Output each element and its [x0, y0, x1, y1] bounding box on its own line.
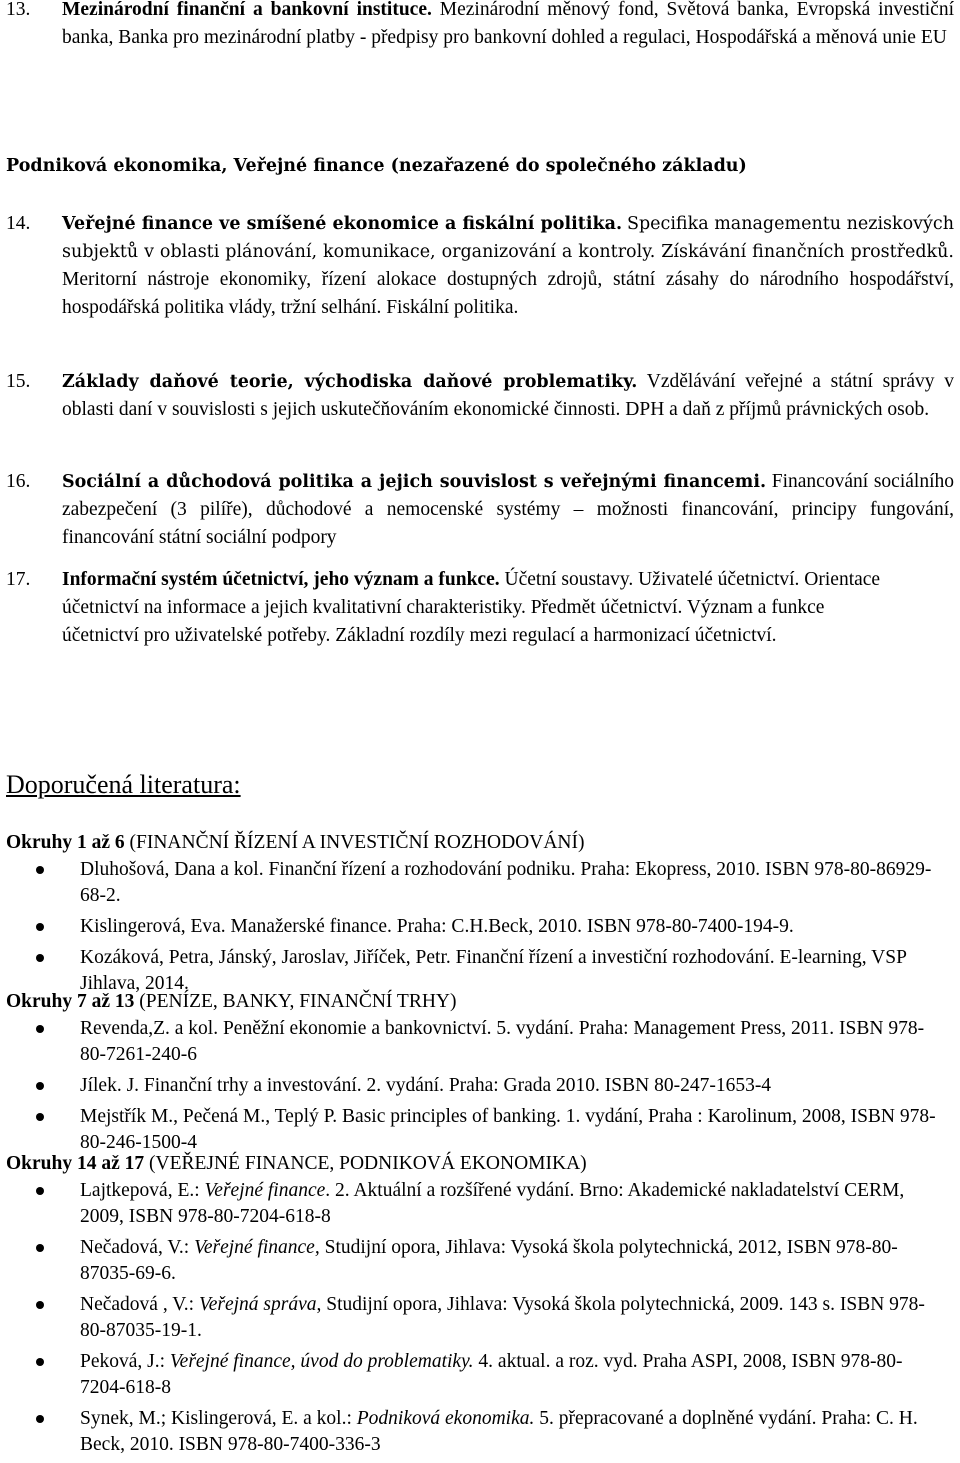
topic-title: Veřejné finance ve smíšené ekonomice a fiskální politika.: [62, 214, 623, 234]
topic-title: Mezinárodní finanční a bankovní instituce.: [62, 0, 432, 20]
topic-body: [62, 0, 954, 52]
group-topic: (VEŘEJNÉ FINANCE, PODNIKOVÁ EKONOMIKA): [149, 1153, 587, 1174]
topic-title: Základy daňové teorie, východiska daňové problematiky.: [62, 372, 638, 392]
bullet-icon: [36, 1358, 44, 1366]
literature-title: Doporučená literatura:: [6, 770, 241, 799]
topic-text: Vzdělávání veřejné a státní správy v oblasti daní v souvislosti s jejich uskutečňováním ekonomické činnosti. DPH a daň z příjmů právnických osob.: [62, 371, 954, 420]
topic-14: [6, 210, 954, 322]
literature-list: [0, 857, 940, 1002]
topic-text: Účetní soustavy. Uživatelé účetnictví. Orientace účetnictví na informace a jejich kvalitativní charakteristiky. Předmět účetnictví. Význam a funkce účetnictví pro uživatelské potřeby. Základní rozdíly mezi regulací a harmonizací účetnictví.: [62, 569, 881, 646]
topic-text-a: Specifika managementu neziskových subjektů v oblasti plánování, komunikace, organizování a kontroly. Získávání finančních prostředků.: [62, 214, 955, 262]
topic-number: 15.: [6, 371, 31, 392]
bullet-icon: [36, 954, 44, 962]
group-topic: (FINANČNÍ ŘÍZENÍ A INVESTIČNÍ ROZHODOVÁNÍ): [129, 832, 585, 853]
topic-number: 14.: [6, 213, 31, 234]
topic-text: Mezinárodní měnový fond, Světová banka, Evropská investiční banka, Banka pro mezinárodní platby - předpisy pro bankovní dohled a regulaci, Hospodářská a měnová unie EU: [62, 0, 954, 48]
literature-group-heading: [6, 988, 457, 1016]
group-label: Okruhy 7 až 13: [6, 991, 135, 1012]
bullet-icon: [36, 1113, 44, 1121]
literature-group-heading: [6, 829, 584, 857]
topic-number: 16.: [6, 471, 31, 492]
topic-number: 13.: [6, 0, 31, 20]
literature-item: Nečadová , V.: Veřejná správa, Studijní opora, Jihlava: Vysoká škola polytechnická, 2009. 143 s. ISBN 978-80-87035-19-1.: [0, 1292, 940, 1344]
topic-13: [6, 0, 954, 52]
literature-item: Lajtkepová, E.: Veřejné finance. 2. Aktuální a rozšířené vydání. Brno: Akademické nakladatelství CERM, 2009, ISBN 978-80-7204-618-8: [0, 1178, 940, 1230]
literature-item: Peková, J.: Veřejné finance, úvod do problematiky. 4. aktual. a roz. vyd. Praha ASPI, 2008, ISBN 978-80-7204-618-8: [0, 1349, 940, 1401]
bullet-icon: [36, 866, 44, 874]
topic-16: [6, 468, 954, 552]
topic-body: [62, 210, 954, 322]
bullet-icon: [36, 1025, 44, 1033]
group-topic: (PENÍZE, BANKY, FINANČNÍ TRHY): [139, 991, 457, 1012]
literature-item: Mejstřík M., Pečená M., Teplý P. Basic principles of banking. 1. vydání, Praha : Karolinum, 2008, ISBN 978-80-246-1500-4: [0, 1104, 940, 1156]
topic-body: [62, 566, 894, 650]
topic-body: [62, 468, 954, 552]
topic-17: [6, 566, 954, 650]
literature-group-heading: [6, 1150, 587, 1178]
bullet-icon: [36, 1244, 44, 1252]
topic-title: Informační systém účetnictví, jeho význam a funkce.: [62, 569, 500, 590]
literature-item: Kozáková, Petra, Jánský, Jaroslav, Jiříček, Petr. Finanční řízení a investiční rozhodování. E-learning, VSP Jihlava, 2014.: [0, 945, 940, 997]
literature-item: Jílek. J. Finanční trhy a investování. 2. vydání. Praha: Grada 2010. ISBN 80-247-1653-4: [0, 1073, 940, 1099]
topic-15: [6, 368, 954, 424]
topic-text: Financování sociálního zabezpečení (3 pilíře), důchodové a nemocenské systémy – možnosti financování, principy fungování, financování státní sociální podpory: [62, 471, 954, 548]
bullet-icon: [36, 923, 44, 931]
literature-item: Revenda,Z. a kol. Peněžní ekonomie a bankovnictví. 5. vydání. Praha: Management Press, 2011. ISBN 978-80-7261-240-6: [0, 1016, 940, 1068]
bullet-icon: [36, 1301, 44, 1309]
group-label: Okruhy 1 až 6: [6, 832, 125, 853]
literature-list: [0, 1016, 940, 1161]
literature-list: [0, 1178, 940, 1463]
topic-number: 17.: [6, 569, 31, 590]
bullet-icon: [36, 1415, 44, 1423]
topic-title: Sociální a důchodová politika a jejich souvislost s veřejnými financemi.: [62, 472, 767, 492]
literature-item: Nečadová, V.: Veřejné finance, Studijní opora, Jihlava: Vysoká škola polytechnická, 2012, ISBN 978-80-87035-69-6.: [0, 1235, 940, 1287]
topic-body: [62, 368, 954, 424]
group-label: Okruhy 14 až 17: [6, 1153, 145, 1174]
literature-item: Kislingerová, Eva. Manažerské finance. Praha: C.H.Beck, 2010. ISBN 978-80-7400-194-9.: [0, 914, 940, 940]
topic-text-b: Meritorní nástroje ekonomiky, řízení alokace dostupných zdrojů, státní zásahy do národního hospodářství, hospodářská politika vlády, tržní selhání. Fiskální politika.: [62, 269, 954, 318]
literature-item: Dluhošová, Dana a kol. Finanční řízení a rozhodování podniku. Praha: Ekopress, 2010. ISBN 978-80-86929-68-2.: [0, 857, 940, 909]
literature-item: Synek, M.; Kislingerová, E. a kol.: Podniková ekonomika. 5. přepracované a doplněné vydání. Praha: C. H. Beck, 2010. ISBN 978-80-7400-336-3: [0, 1406, 940, 1458]
bullet-icon: [36, 1082, 44, 1090]
section-heading: Podniková ekonomika, Veřejné finance (nezařazené do společného základu): [6, 156, 747, 176]
bullet-icon: [36, 1187, 44, 1195]
